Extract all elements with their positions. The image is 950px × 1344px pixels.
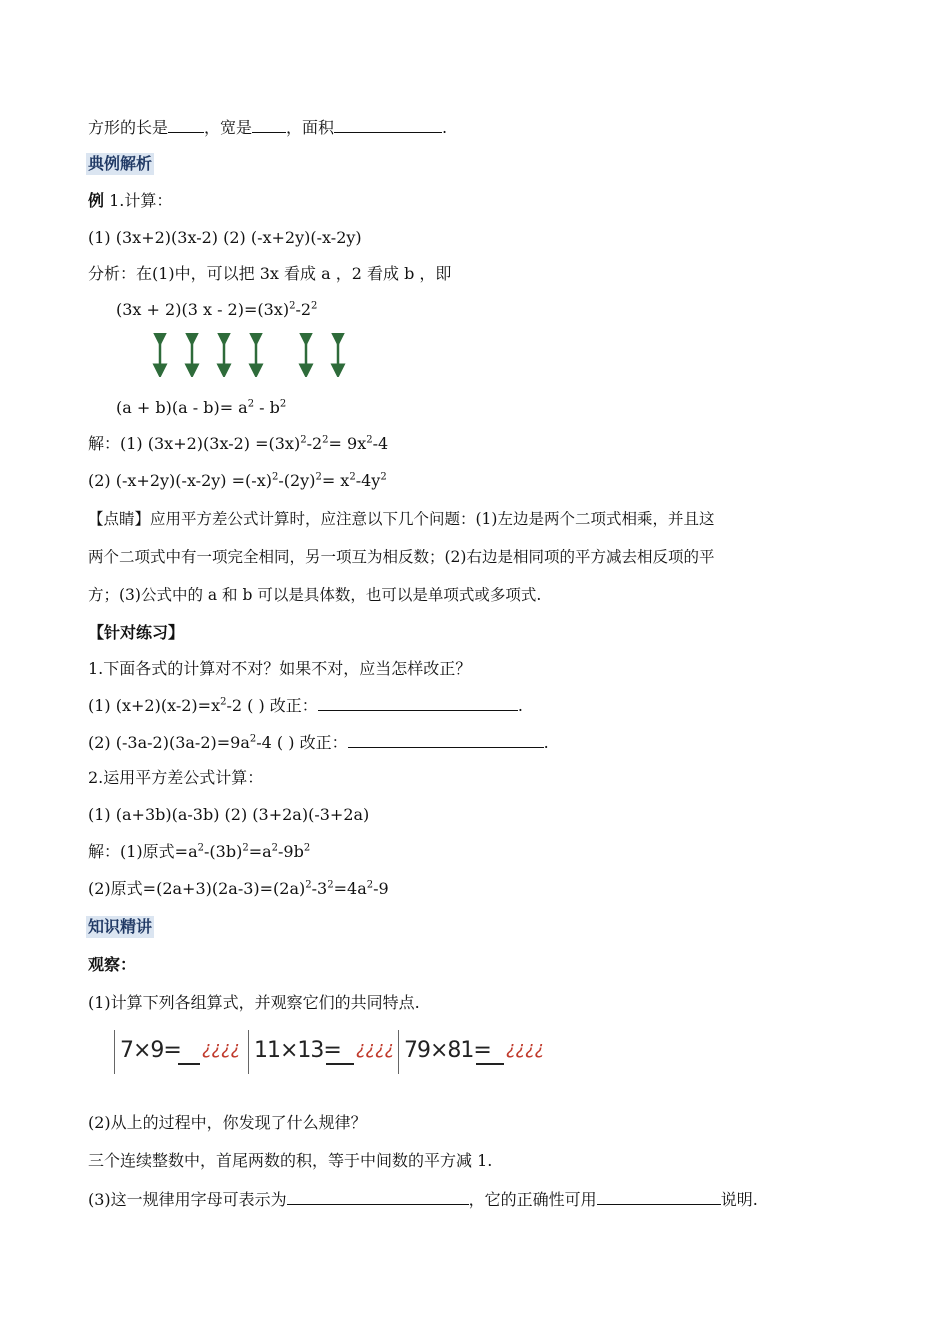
area-question-line: 方形的长是 ，宽是 ，面积 . [88, 118, 448, 137]
practice-q2: 2.运用平方差公式计算： [88, 768, 264, 787]
formula-bottom: $(a + b)(a - b)= a^2 - b^2$ [116, 398, 287, 417]
section-title-examples: 典例解析 [88, 154, 153, 173]
practice-q2-solution-2: (2)原式$=(2a+3)(2a-3)=(2a)^2-3^2=4a^2-9$ [88, 879, 389, 898]
observe-p2: (2)从上的过程中，你发现了什么规律？ [88, 1113, 367, 1132]
note-line-2: 两个二项式中有一项完全相同，另一项互为相反数；(2)右边是相同项的平方减去相反项的平 [88, 548, 715, 566]
correction-blank-1[interactable] [318, 694, 518, 711]
width-blank[interactable] [252, 116, 286, 133]
practice-q1-1: (1) $(x+2)(x-2)=x^2-2$ ( ) 改正： . [88, 696, 523, 715]
observe-p4: (3)这一规律用字母可表示为 ，它的正确性可用 说明. [88, 1190, 758, 1209]
note-line-3: 方；(3)公式中的 a 和 b 可以是具体数，也可以是单项式或多项式. [88, 586, 542, 604]
practice-q2-problems: (1) (a+3b)(a-3b) (2) (3+2a)(-3+2a) [88, 805, 370, 824]
calc-blank-2[interactable] [326, 1063, 354, 1065]
proof-method-blank[interactable] [597, 1188, 721, 1205]
example-title: 例 1.计算： [88, 191, 173, 210]
calc-item-1: 7×9= ¿¿¿¿ [114, 1028, 244, 1076]
calc-item-2: 11×13= ¿¿¿¿ [248, 1028, 388, 1076]
observe-p1: (1)计算下列各组算式，并观察它们的共同特点. [88, 993, 420, 1012]
calc-blank-3[interactable] [476, 1063, 504, 1065]
practice-q2-solution-1: 解：(1)原式$=a^2-(3b)^2=a^2-9b^2$ [88, 842, 311, 861]
practice-q1-2: (2) $(-3a-2)(3a-2)=9a^2-4$ ( ) 改正： . [88, 733, 549, 752]
practice-q1: 1.下面各式的计算对不对？如果不对，应当怎样改正？ [88, 659, 472, 678]
observe-p3: 三个连续整数中，首尾两数的积，等于中间数的平方减 1. [88, 1151, 493, 1170]
formula-top: (3x + 2)(3 $x - 2)=(3x)^2-2^2$ [116, 300, 318, 319]
section-title-knowledge: 知识精讲 [88, 917, 153, 936]
solution-1: 解：(1) $(3x+2)(3x-2) =(3x)^2-2^2= 9x^2-4$ [88, 434, 389, 453]
solution-2: (2) $(-x+2y)(-x-2y) =(-x)^2-(2y)^2= x^2-4y^2$ [88, 471, 387, 490]
area-blank[interactable] [334, 116, 442, 133]
length-blank[interactable] [168, 116, 204, 133]
example-problems: (1) (3x+2)(3x-2) (2) (-x+2y)(-x-2y) [88, 228, 362, 247]
calc-item-3: 79×81= ¿¿¿¿ [398, 1028, 538, 1076]
calc-blank-1[interactable] [178, 1063, 200, 1065]
letter-expression-blank[interactable] [287, 1188, 469, 1205]
correction-blank-2[interactable] [348, 731, 544, 748]
note-line-1: 【点睛】应用平方差公式计算时，应注意以下几个问题：(1)左边是两个二项式相乘，并且这 [88, 510, 715, 528]
example-analysis: 分析：在(1)中，可以把 3x 看成 a ，2 看成 b ，即 [88, 264, 452, 283]
practice-title: 【针对练习】 [88, 623, 185, 642]
observe-title: 观察： [88, 955, 137, 974]
mapping-arrows [148, 333, 358, 377]
